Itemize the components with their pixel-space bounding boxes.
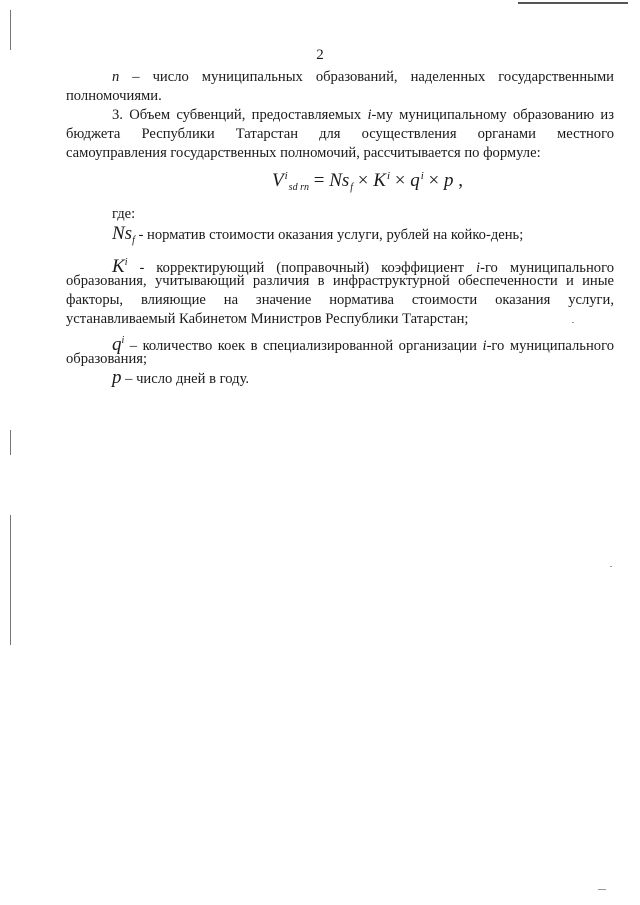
symbol-n: n [112, 69, 120, 85]
formula-k: K [373, 170, 386, 191]
formula-comma: , [453, 170, 464, 191]
definition-ns [66, 224, 614, 250]
definition-k-line4: устанавливаемый Кабинетом Министров Республики Татарстан; [66, 311, 469, 327]
formula-v-sup: i [284, 170, 288, 182]
scan-edge-mark [10, 515, 11, 645]
symbol-q-base: q [112, 334, 122, 355]
paragraph-3-line1 [66, 106, 614, 125]
subvention-formula [272, 170, 463, 193]
definition-text: – число дней в году. [121, 371, 250, 387]
scan-dot [598, 889, 606, 890]
definition-text: - норматив стоимости оказания услуги, рублей на койко-день; [134, 227, 524, 243]
paragraph-n-line1 [66, 68, 614, 87]
where-label: где: [112, 206, 136, 222]
definition-text: -го муниципального [486, 338, 614, 354]
formula-ns: Ns [329, 170, 350, 191]
formula-times: × [353, 170, 374, 191]
definition-text: -го муниципального [480, 260, 614, 276]
paragraph-n-line2: полномочиями. [66, 88, 162, 104]
formula-v-sub: sd rn [288, 182, 309, 193]
formula-v: V [272, 170, 284, 191]
symbol-i: i [476, 260, 481, 276]
paragraph-3-line2: бюджета Республики Татарстан для осуществления органами местного [66, 126, 614, 142]
symbol-k-sup: i [124, 257, 128, 268]
scan-edge-mark [10, 430, 11, 455]
paragraph-text: – число муниципальных образований, наделенных государственными [132, 69, 614, 85]
definition-k-line2: образования, учитывающий различия в инфраструктурной обеспеченности и иные [66, 273, 614, 289]
paragraph-text: 3. Объем субвенций, предоставляемых [112, 107, 368, 123]
paragraph-3-line3: самоуправления государственных полномочий, рассчитывается по формуле: [66, 145, 541, 161]
formula-q-sup: i [420, 170, 424, 182]
formula-times: × [390, 170, 411, 191]
definition-p [66, 368, 614, 389]
formula-ns-sub: f [350, 182, 354, 193]
symbol-i: i [367, 107, 372, 123]
symbol-i: i [482, 338, 487, 354]
page-number: 2 [316, 47, 324, 63]
formula-q: q [410, 170, 420, 191]
paragraph-text: -му муниципальному образованию из [371, 107, 614, 123]
formula-p: p [444, 170, 454, 191]
definition-text: - корректирующий (поправочный) коэффициент [127, 260, 477, 276]
symbol-p: p [112, 367, 122, 388]
symbol-q-sup: i [121, 335, 125, 346]
symbol-ns [112, 223, 135, 244]
symbol-k-base: K [112, 256, 125, 277]
definition-q-line2: образования; [66, 351, 148, 367]
formula-eq: = [308, 170, 330, 191]
definition-k-line3: факторы, влияющие на значение норматива стоимости оказания услуги, [66, 292, 614, 308]
scan-dot [610, 566, 612, 567]
definition-text: – количество коек в специализированной организации [124, 338, 483, 354]
scan-edge-mark [10, 10, 11, 50]
symbol-ns-sub: f [132, 235, 135, 246]
symbol-ns-base: Ns [112, 223, 133, 244]
formula-k-sup: i [386, 170, 391, 182]
scan-artifact-line [518, 2, 628, 4]
formula-times: × [423, 170, 445, 191]
